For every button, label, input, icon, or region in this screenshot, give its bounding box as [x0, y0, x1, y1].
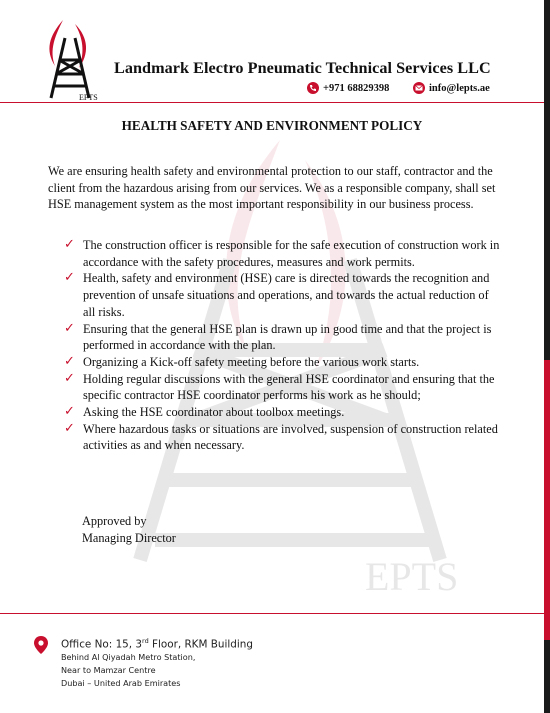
policy-list	[64, 237, 504, 454]
intro-paragraph: We are ensuring health safety and environmental protection to our staff, contractor and the client from the hazardous arising from our services. We as a responsible company, shall set HSE management system as the most important responsibility in our business process.	[48, 164, 496, 212]
check-icon: ✓	[64, 404, 75, 420]
approver-title: Managing Director	[82, 531, 176, 545]
list-item: ✓ Health, safety and environment (HSE) care is directed towards the recognition and prevention of unsafe situations and operations, and towards the actual reduction of all risks.	[64, 270, 490, 319]
location-pin-icon	[34, 636, 48, 654]
address-office: Office No: 15, 3rd Floor, RKM Building	[61, 637, 253, 651]
email-contact	[413, 82, 490, 94]
email-address[interactable]: info@lepts.ae	[429, 82, 490, 94]
check-icon: ✓	[64, 320, 75, 336]
check-icon: ✓	[64, 353, 75, 369]
address-line-3: Dubai – United Arab Emirates	[61, 678, 181, 689]
header-divider	[0, 102, 544, 103]
phone-contact	[307, 82, 389, 94]
list-item: ✓ Asking the HSE coordinator about toolbox meetings.	[64, 404, 345, 420]
address-line-2: Near to Mamzar Centre	[61, 665, 156, 676]
check-icon: ✓	[64, 270, 75, 286]
list-item: ✓ Where hazardous tasks or situations are involved, suspension of construction related activities as and when necessary.	[64, 420, 498, 453]
company-name: Landmark Electro Pneumatic Technical Services LLC	[114, 59, 491, 77]
page-title: HEALTH SAFETY AND ENVIRONMENT POLICY	[121, 118, 423, 133]
edge-color-bar	[544, 0, 550, 713]
approved-by-label: Approved by	[82, 514, 147, 528]
watermark-text: EPTS	[365, 554, 459, 599]
phone-number[interactable]: +971 68829398	[323, 82, 390, 94]
mail-icon	[413, 82, 425, 94]
list-item: ✓ Organizing a Kick-off safety meeting before the various work starts.	[64, 353, 420, 369]
check-icon: ✓	[64, 420, 75, 436]
check-icon: ✓	[64, 237, 75, 252]
logo-text: EPTS	[79, 93, 98, 102]
phone-icon	[307, 82, 319, 94]
footer-address	[61, 634, 253, 690]
check-icon: ✓	[64, 370, 75, 386]
list-item: ✓ The construction officer is responsible for the safe execution of construction work in accordance with the safety procedures, measures and work permits.	[64, 237, 500, 269]
approval-block	[82, 513, 176, 547]
list-item: ✓ Ensuring that the general HSE plan is drawn up in good time and that the project is performed in accordance with the plan.	[64, 320, 492, 353]
address-line-1: Behind Al Qiyadah Metro Station,	[61, 652, 196, 663]
list-item: ✓ Holding regular discussions with the general HSE coordinator and ensuring that the specific contractor HSE coordinator performs his work as he should;	[64, 370, 495, 403]
company-logo	[37, 18, 107, 102]
footer-divider	[0, 613, 544, 614]
